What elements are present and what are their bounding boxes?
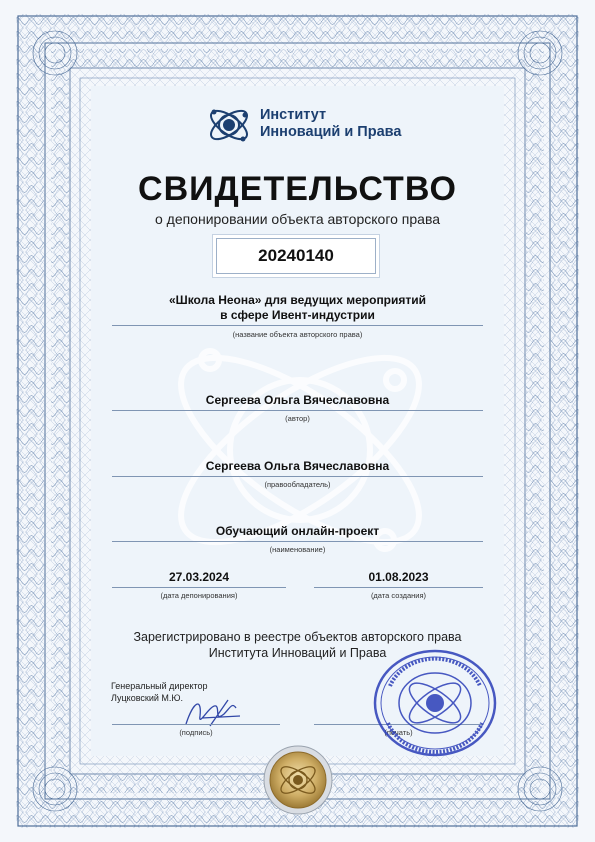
- registration-line2: Института Инноваций и Права: [208, 646, 387, 660]
- signatory-position: Генеральный директор: [111, 681, 208, 691]
- official-seal: [370, 648, 500, 758]
- work-title-rule: [112, 541, 483, 542]
- certificate-number: [216, 238, 376, 274]
- object-name-rule: [112, 325, 483, 326]
- object-name-line1: «Школа Неона» для ведущих мероприятий: [168, 293, 427, 307]
- rightholder-name: Сергеева Ольга Вячеславовна: [205, 459, 390, 473]
- creation-date-rule: [314, 587, 483, 588]
- signature-caption: (подпись): [179, 728, 213, 737]
- author-name: Сергеева Ольга Вячеславовна: [205, 393, 390, 407]
- gold-medal-emblem: [263, 745, 333, 815]
- institute-logo-icon: [205, 101, 253, 149]
- deposit-date: 27.03.2024: [168, 570, 230, 584]
- stamp-caption: (печать): [384, 728, 413, 737]
- creation-date: 01.08.2023: [368, 570, 429, 584]
- certificate-number-value: 20240140: [258, 246, 334, 265]
- signatory-name: Луцковский М.Ю.: [111, 693, 183, 703]
- deposit-date-caption: (дата депонирования): [160, 591, 238, 600]
- deposit-date-rule: [112, 587, 286, 588]
- registration-line1: Зарегистрировано в реестре объектов авторского права: [133, 630, 462, 644]
- certificate-title: СВИДЕТЕЛЬСТВО: [138, 170, 457, 208]
- rightholder-rule: [112, 476, 483, 477]
- creation-date-caption: (дата создания): [370, 591, 427, 600]
- institute-name-line2: Инноваций и Права: [260, 124, 402, 140]
- author-caption: (автор): [285, 414, 310, 423]
- background-emblem: [150, 300, 450, 600]
- work-title-caption: (наименование): [269, 545, 326, 554]
- certificate-subtitle: о депонировании объекта авторского права: [154, 211, 441, 227]
- registration-statement: [0, 629, 595, 661]
- institute-name: [260, 107, 401, 141]
- object-name-line2: в сфере Ивент-индустрии: [220, 308, 375, 322]
- signature-rule: [112, 724, 280, 725]
- object-name-caption: (название объекта авторского права): [232, 330, 363, 339]
- author-rule: [112, 410, 483, 411]
- rightholder-caption: (правообладатель): [264, 480, 331, 489]
- work-title: Обучающий онлайн-проект: [215, 524, 380, 538]
- institute-name-line1: Институт: [260, 107, 327, 123]
